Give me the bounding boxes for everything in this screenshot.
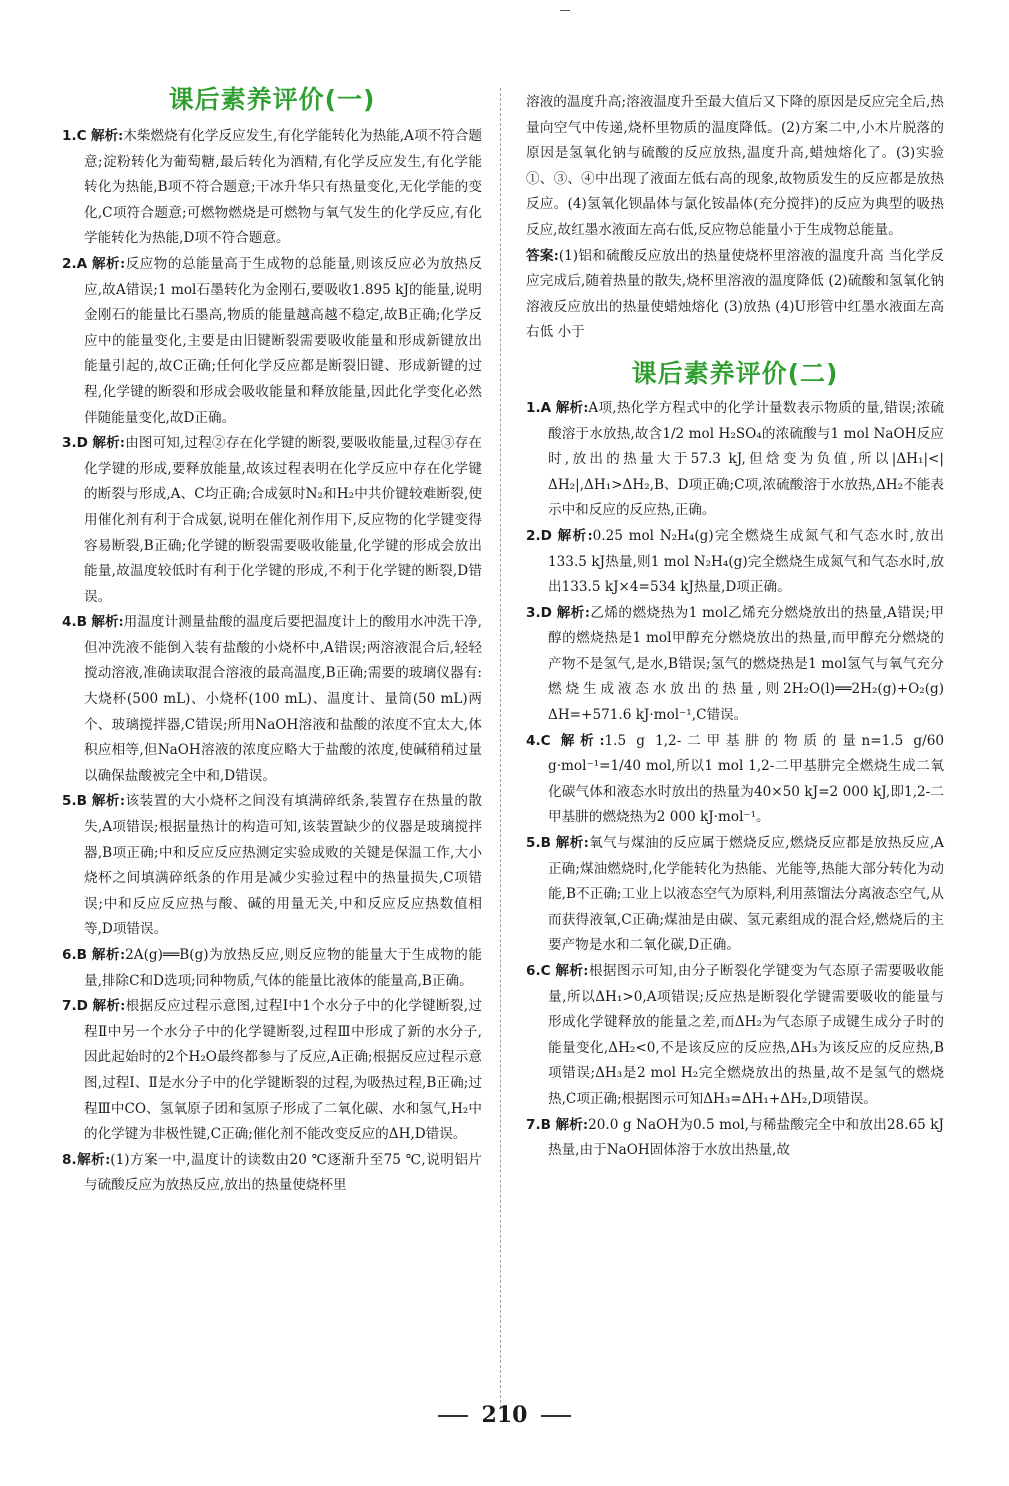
- answer-item: [62, 1148, 482, 1199]
- page-number: [0, 1402, 1009, 1428]
- item-text: 氧气与煤油的反应属于燃烧反应,燃烧反应都是放热反应,A正确;煤油燃烧时,化学能转化为热能、光能等,热能大部分转化为动能,B不正确;工业上以液态空气为原料,利用蒸馏法分离液态空气,从而获得液氧,C正确;煤油是由碳、氢元素组成的混合烃,燃烧后的主要产物是水和二氧化碳,D正确。: [548, 835, 944, 954]
- answer-text: (1)铝和硫酸反应放出的热量使烧杯里溶液的温度升高 当化学反应完成后,随着热量的散失,烧杯里溶液的温度降低 (2)硫酸和氢氧化钠溶液反应放出的热量使蜡烛熔化 (3)放热 (4)U形管中红墨水液面左高右低 小于: [526, 247, 944, 341]
- answer-item: [526, 524, 944, 601]
- item-text: 根据反应过程示意图,过程Ⅰ中1个水分子中的化学键断裂,过程Ⅱ中另一个水分子中的化学键断裂,过程Ⅲ中形成了新的水分子,因此起始时的2个H₂O最终都参与了反应,A正确;根据反应过程示意图,过程Ⅰ、Ⅱ是水分子中的化学键断裂的过程,为吸热过程,B正确;过程Ⅲ中CO、氢氧原子团和氢原子形成了二氧化碳、水和氢气,H₂中的化学键为非极性键,C正确;催化剂不能改变反应的ΔH,D错误。: [84, 998, 482, 1143]
- analysis-label: 解析:: [555, 1116, 589, 1133]
- item-number: 5.B: [62, 793, 87, 810]
- page-number-dash-left: [438, 1415, 468, 1417]
- answer-item: [526, 601, 944, 729]
- item-text: 乙烯的燃烧热为1 mol乙烯充分燃烧放出的热量,A错误;甲醇的燃烧热是1 mol甲醇充分燃烧放出的热量,而甲醇充分燃烧的产物不是氢气,是水,B错误;氢气的燃烧热是1 mol氢气与氧气充分燃烧生成液态水放出的热量,则2H₂O(l)══2H₂(g)+O₂(g) ΔH=+571.6 kJ·mol⁻¹,C错误。: [548, 604, 945, 724]
- analysis-label: 解析:: [92, 435, 125, 452]
- answer-label: 答案:: [526, 247, 559, 264]
- top-mark: [560, 10, 570, 11]
- item-number: 6.B: [62, 947, 87, 963]
- item-number: 6.C: [526, 963, 551, 979]
- page-number-value: 210: [481, 1402, 528, 1428]
- item-text: 反应物的总能量高于生成物的总能量,则该反应必为放热反应,故A错误;1 mol石墨转化为金刚石,要吸收1.895 kJ的能量,说明金刚石的能量比石墨高,物质的能量越高越不稳定,故B正确;化学反应中的能量变化,主要是由旧键断裂需要吸收能量和形成新键放出能量引起的,故C正确;任何化学反应都是断裂旧键、形成新键的过程,化学键的断裂和形成会吸收能量和释放能量,因此化学变化必然伴随能量变化,故D正确。: [84, 255, 482, 426]
- item-text: 0.25 mol N₂H₄(g)完全燃烧生成氮气和气态水时,放出133.5 kJ热量,则1 mol N₂H₄(g)完全燃烧生成氮气和气态水时,放出133.5 kJ×4=534 kJ热量,D项正确。: [548, 527, 944, 596]
- section-title-one: 课后素养评价(一): [168, 85, 376, 114]
- item-number: 7.D: [62, 998, 88, 1015]
- answer-item: [526, 396, 944, 524]
- section-title-two: 课后素养评价(二): [631, 358, 839, 388]
- item-number: 5.B: [526, 835, 551, 852]
- item-number: 4.C: [526, 732, 551, 749]
- continued-text: 溶液的温度升高;溶液温度升至最大值后又下降的原因是反应完全后,热量向空气中传递,烧杯里物质的温度降低。(2)方案二中,小木片脱落的原因是氢氧化钠与硫酸的反应放热,温度升高,蜡烛熔化了。(3)实验①、③、④中出现了液面左低右高的现象,故物质发生的反应都是放热反应。(4)氢氧化钡晶体与氯化铵晶体(充分搅拌)的反应为典型的吸热反应,故红墨水液面左高右低,反应物总能量小于生成物总能量。: [526, 94, 944, 238]
- item-number: 2.A: [62, 255, 88, 272]
- answer-item: [526, 831, 944, 959]
- answer-item: [62, 124, 482, 252]
- item-text: 该装置的大小烧杯之间没有填满碎纸条,装置存在热量的散失,A项错误;根据量热计的构造可知,该装置缺少的仪器是玻璃搅拌器,B项正确;中和反应反应热测定实验成败的关键是保温工作,大小烧杯之间填满碎纸条的作用是减少实验过程中的热量损失,C项错误;中和反应反应热与酸、碱的用量无关,中和反应反应热数值相等,D项错误。: [84, 793, 482, 938]
- answer-item: [526, 959, 944, 1113]
- analysis-label: 解析:: [560, 732, 605, 749]
- item-number: 3.D: [62, 435, 88, 452]
- item-number: 8.: [62, 1151, 77, 1168]
- item-text: (1)方案一中,温度计的读数由20 ℃逐渐升至75 ℃,说明铝片与硫酸反应为放热反应,放出的热量使烧杯里: [84, 1151, 482, 1194]
- answer-item: [62, 789, 482, 943]
- item-text: 根据图示可知,由分子断裂化学键变为气态原子需要吸收能量,所以ΔH₁>0,A项错误;反应热是断裂化学键需要吸收的能量与形成化学键释放的能量之差,而ΔH₂为气态原子成键生成分子时的能量变化,ΔH₂<0,不是该反应的反应热,ΔH₃为该反应的反应热,B项错误;ΔH₃是2 mol H₂完全燃烧放出的热量,故不是氢气的燃烧热,C项正确;根据图示可知ΔH₃=ΔH₁+ΔH₂,D项错误。: [548, 963, 944, 1107]
- item-number: 1.C: [62, 128, 87, 144]
- item-number: 4.B: [62, 614, 87, 631]
- item-number: 7.B: [526, 1116, 551, 1133]
- analysis-label: 解析:: [91, 947, 126, 963]
- analysis-label: 解析:: [91, 255, 126, 272]
- item-number: 1.A: [526, 399, 552, 416]
- column-divider: [500, 88, 501, 1408]
- right-column: [526, 90, 944, 1164]
- analysis-label: 解析:: [555, 835, 589, 852]
- answer-item: [62, 943, 482, 994]
- analysis-label: 解析:: [557, 527, 593, 544]
- page-number-dash-right: [541, 1415, 571, 1417]
- analysis-label: 解析:: [91, 793, 126, 810]
- answer-item: [526, 729, 944, 831]
- answer-item: [62, 994, 482, 1148]
- analysis-label: 解析:: [555, 963, 589, 979]
- item-text: 1.5 g 1,2-二甲基肼的物质的量n=1.5 g/60 g·mol⁻¹=1/40 mol,所以1 mol 1,2-二甲基肼完全燃烧生成二氧化碳气体和液态水时放出的热量为40×50 kJ=2 000 kJ,即1,2-二甲基肼的燃烧热为2 000 kJ·mol⁻¹。: [548, 732, 944, 826]
- item-number: 3.D: [526, 604, 552, 621]
- answer-item: [62, 252, 482, 431]
- answer-block: [526, 244, 944, 346]
- analysis-label: 解析:: [90, 128, 124, 144]
- analysis-label: 解析:: [555, 399, 589, 416]
- analysis-label: 解析:: [556, 604, 590, 621]
- item-text: 用温度计测量盐酸的温度后要把温度计上的酸用水冲洗干净,但冲洗液不能倒入装有盐酸的小烧杯中,A错误;两溶液混合后,轻轻搅动溶液,准确读取混合溶液的最高温度,B正确;需要的玻璃仪器有:大烧杯(500 mL)、小烧杯(100 mL)、温度计、量筒(50 mL)两个、玻璃搅拌器,C错误;所用NaOH溶液和盐酸的浓度不宜太大,体积应相等,但NaOH溶液的浓度应略大于盐酸的浓度,使碱稍稍过量以确保盐酸被完全中和,D错误。: [84, 614, 482, 784]
- item-text: 由图可知,过程②存在化学键的断裂,要吸收能量,过程③存在化学键的形成,要释放能量,故该过程表明在化学反应中存在化学键的断裂与形成,A、C均正确;合成氨时N₂和H₂中共价键较难断裂,使用催化剂有利于合成氨,说明在催化剂作用下,反应物的化学键变得容易断裂,B正确;化学键的断裂需要吸收能量,化学键的形成会放出能量,故温度较低时有利于化学键的形成,不利于化学键的断裂,D错误。: [84, 435, 482, 605]
- analysis-label: 解析:: [76, 1151, 111, 1168]
- answer-item: [62, 431, 482, 610]
- left-column: [62, 78, 482, 1199]
- answer-item: [526, 1113, 944, 1164]
- analysis-label: 解析:: [92, 998, 126, 1015]
- item-text: 2A(g)══B(g)为放热反应,则反应物的能量大于生成物的能量,排除C和D选项;同种物质,气体的能量比液体的能量高,B正确。: [84, 947, 482, 989]
- answer-item: [62, 610, 482, 789]
- item-number: 2.D: [526, 527, 552, 544]
- analysis-label: 解析:: [91, 614, 124, 631]
- item-text: 木柴燃烧有化学反应发生,有化学能转化为热能,A项不符合题意;淀粉转化为葡萄糖,最后转化为酒精,有化学反应发生,有化学能转化为热能,B项不符合题意;干冰升华只有热量变化,无化学能的变化,C项符合题意;可燃物燃烧是可燃物与氧气发生的化学反应,有化学能转化为热能,D项不符合题意。: [84, 128, 482, 247]
- item-text: 20.0 g NaOH为0.5 mol,与稀盐酸完全中和放出28.65 kJ热量,由于NaOH固体溶于水放出热量,故: [548, 1116, 944, 1159]
- item-text: A项,热化学方程式中的化学计量数表示物质的量,错误;浓硫酸溶于水放热,故含1/2 mol H₂SO₄的浓硫酸与1 mol NaOH反应时,放出的热量大于57.3 kJ,但焓变为负值,所以|ΔH₁|<|ΔH₂|,ΔH₁>ΔH₂,B、D项正确;C项,浓硫酸溶于水放热,ΔH₂不能表示中和反应的反应热,正确。: [548, 399, 944, 519]
